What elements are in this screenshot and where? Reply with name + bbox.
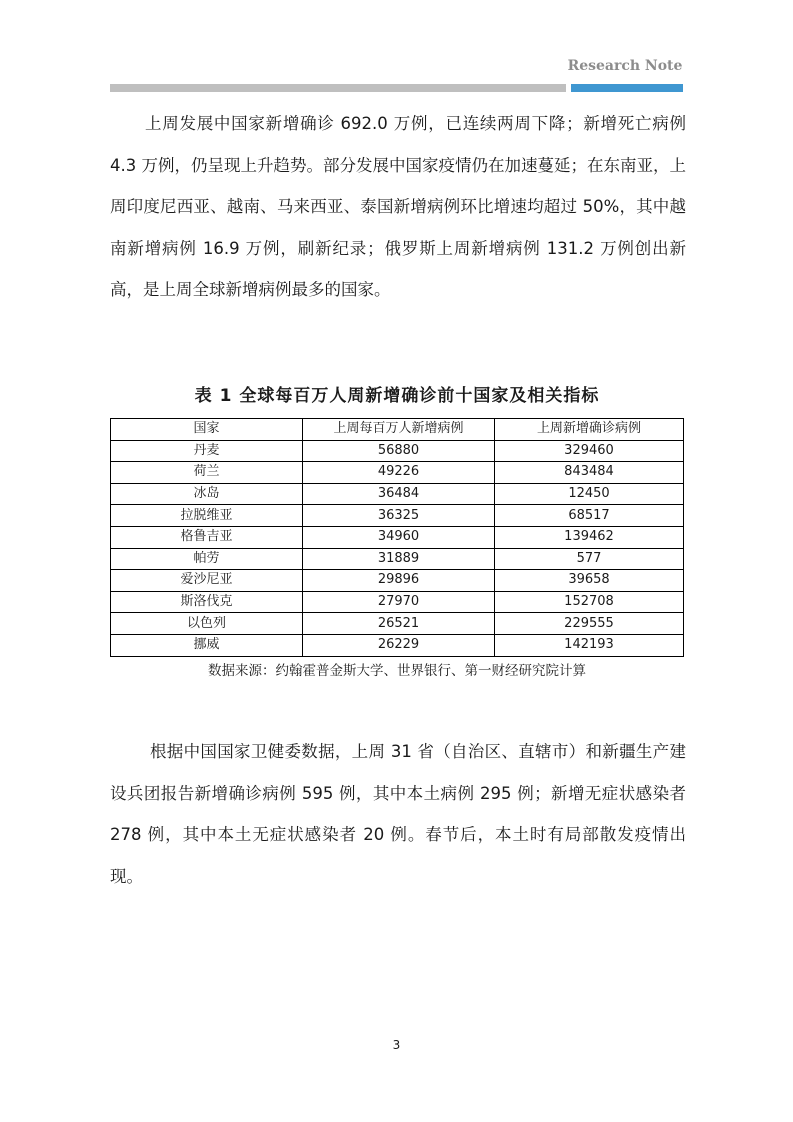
country-cell: 帕劳: [111, 548, 303, 570]
per-million-cell: 34960: [303, 526, 495, 548]
new-cases-cell: 139462: [495, 526, 684, 548]
country-cell: 冰岛: [111, 483, 303, 505]
table-row: [111, 591, 684, 613]
per-million-cell: 26229: [303, 634, 495, 656]
country-cell: 荷兰: [111, 462, 303, 484]
column-header: 国家: [111, 419, 303, 441]
per-million-cell: 31889: [303, 548, 495, 570]
table-row: [111, 483, 684, 505]
header-rule-gray: [110, 84, 566, 92]
country-cell: 挪威: [111, 634, 303, 656]
header-rule-blue: [571, 84, 683, 92]
column-header: 上周新增确诊病例: [495, 419, 684, 441]
country-table: [110, 418, 684, 657]
new-cases-cell: 577: [495, 548, 684, 570]
country-cell: 以色列: [111, 613, 303, 635]
header-label: Research Note: [567, 58, 683, 74]
per-million-cell: 27970: [303, 591, 495, 613]
table-title: 表 1 全球每百万人周新增确诊前十国家及相关指标: [194, 386, 600, 406]
per-million-cell: 36325: [303, 505, 495, 527]
per-million-cell: 49226: [303, 462, 495, 484]
country-cell: 格鲁吉亚: [111, 526, 303, 548]
table-source-note: 数据来源：约翰霍普金斯大学、世界银行、第一财经研究院计算: [208, 663, 586, 679]
table-row: [111, 505, 684, 527]
table-header-row: [111, 419, 684, 441]
table-row: [111, 570, 684, 592]
new-cases-cell: 152708: [495, 591, 684, 613]
country-cell: 爱沙尼亚: [111, 570, 303, 592]
per-million-cell: 56880: [303, 440, 495, 462]
paragraph-china-domestic: 根据中国国家卫健委数据，上周 31 省（自治区、直辖市）和新疆生产建设兵团报告新增确诊病例 595 例，其中本土病例 295 例；新增无症状感染者 278 例，其中本土无症状感染者 20 例。春节后，本土时有局部散发疫情出现。: [110, 742, 686, 886]
country-cell: 丹麦: [111, 440, 303, 462]
paragraph-global-developing: 上周发展中国家新增确诊 692.0 万例，已连续两周下降；新增死亡病例 4.3 万例，仍呈现上升趋势。部分发展中国家疫情仍在加速蔓延；在东南亚，上周印度尼西亚、越南、马来西亚、泰国新增病例环比增速均超过 50%，其中越南新增病例 16.9 万例，刷新纪录；俄罗斯上周新增病例 131.2 万例创出新高，是上周全球新增病例最多的国家。: [110, 114, 686, 300]
new-cases-cell: 329460: [495, 440, 684, 462]
new-cases-cell: 229555: [495, 613, 684, 635]
new-cases-cell: 843484: [495, 462, 684, 484]
new-cases-cell: 39658: [495, 570, 684, 592]
new-cases-cell: 142193: [495, 634, 684, 656]
country-cell: 拉脱维亚: [111, 505, 303, 527]
new-cases-cell: 12450: [495, 483, 684, 505]
table-row: [111, 462, 684, 484]
page-number: 3: [392, 1038, 401, 1052]
country-cell: 斯洛伐克: [111, 591, 303, 613]
per-million-cell: 36484: [303, 483, 495, 505]
column-header: 上周每百万人新增病例: [303, 419, 495, 441]
table-row: [111, 526, 684, 548]
table-row: [111, 440, 684, 462]
table-row: [111, 613, 684, 635]
per-million-cell: 26521: [303, 613, 495, 635]
per-million-cell: 29896: [303, 570, 495, 592]
table-row: [111, 634, 684, 656]
table-row: [111, 548, 684, 570]
new-cases-cell: 68517: [495, 505, 684, 527]
